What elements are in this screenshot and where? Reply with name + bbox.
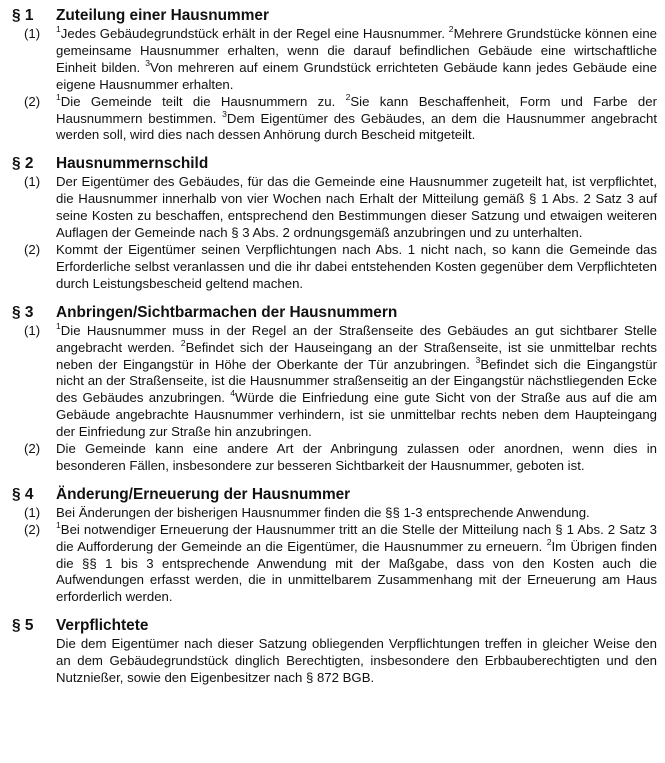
sentence: Würde die Einfriedung eine gute Sicht von der Straße aus auf die am Gebäude angebrachte Hausnummer verhindern, ist sie unmittelbar rechts neben dem Haupteingang der Einfriedung zur Straße hin anzubringen. xyxy=(56,390,657,440)
section-title: Änderung/Erneuerung der Hausnummer xyxy=(56,485,351,503)
paragraph-text xyxy=(56,26,657,94)
section-number: § 5 xyxy=(12,617,34,635)
paragraph xyxy=(12,505,657,522)
section-5 xyxy=(12,616,657,687)
paragraph-text: Bei Änderungen der bisherigen Hausnummer finden die §§ 1-3 entsprechende Anwendung. xyxy=(56,504,590,520)
paragraph-number: (1) xyxy=(24,504,41,520)
section-number: § 2 xyxy=(12,155,34,173)
sentence-number: 3 xyxy=(145,57,151,68)
paragraph-number: (1) xyxy=(24,26,41,41)
sentence: Im Übrigen finden die §§ 1 bis 3 entsprechende Anwendung mit der Maßgabe, dass von den Kosten auch die Aufwendungen erfasst werden, die in unmittelbarem Zusammenhang mit der Erneuerung am Haus erforderlich werden. xyxy=(56,538,657,605)
sentence: Die Hausnummer muss in der Regel an der Straßenseite des Gebäudes an gut sichtbarer Stelle angebracht werden. xyxy=(56,322,657,355)
sentence: Befindet sich der Hauseingang an der Straßenseite, ist sie unmittelbar rechts neben der Eingangstür in Höhe der Oberkante der Tür anzubringen. xyxy=(56,339,657,372)
section-3 xyxy=(12,303,657,475)
paragraph xyxy=(12,26,657,94)
paragraph-number: (2) xyxy=(24,521,41,537)
paragraph xyxy=(12,174,657,242)
section-heading xyxy=(12,485,657,504)
paragraph-text: Kommt der Eigentümer seinen Verpflichtungen nach Abs. 1 nicht nach, so kann die Gemeinde das Erforderliche selbst veranlassen und die ihr dabei entstehenden Kosten gegenüber dem Verpflichteten durch Leistungsbescheid geltend machen. xyxy=(56,241,657,291)
section-number: § 1 xyxy=(12,7,34,24)
paragraph-text: Die Gemeinde kann eine andere Art der Anbringung zulassen oder anordnen, wenn dies in besonderen Fällen, insbesondere zur besseren Sichtbarkeit der Hausnummer, geboten ist. xyxy=(56,441,657,473)
sentence: Bei notwendiger Erneuerung der Hausnummer tritt an die Stelle der Mitteilung nach § 1 Abs. 2 Satz 3 die Aufforderung der Gemeinde an die Eigentümer, die Hausnummer zu erneuern. xyxy=(56,521,657,554)
sentence-number: 1 xyxy=(56,24,61,35)
sentence-number: 4 xyxy=(230,388,236,399)
sentence-number: 2 xyxy=(448,24,454,35)
section-4 xyxy=(12,485,657,606)
paragraph-text: Der Eigentümer des Gebäudes, für das die Gemeinde eine Hausnummer zugeteilt hat, ist verpflichtet, die Hausnummer innerhalb von vier Wochen nach Erhalt der Mitteilung gemäß § 1 Abs. 2 Satz 3 auf seine Kosten zu beschaffen, entsprechend den Bestimmungen dieser Satzung und etwaigen weiteren Auflagen der Gemeinde nach § 3 Abs. 2 ordnungsgemäß anzubringen und zu unterhalten. xyxy=(56,174,657,241)
paragraph xyxy=(12,441,657,475)
sentence: Dem Eigentümer des Gebäudes, an dem die Hausnummer angebracht werden soll, wird dies nach dessen Anhörung durch Bescheid mitgeteilt. xyxy=(56,110,657,143)
section-number: § 3 xyxy=(12,303,34,321)
section-1 xyxy=(12,6,657,144)
sentence: Befindet sich die Eingangstür nicht an der Straßenseite, ist die Hausnummer straßenseitig an der Eingangstür nächstliegenden Ecke des Gebäudes anzubringen. xyxy=(56,356,657,406)
sentence-number: 2 xyxy=(180,337,186,348)
sentence-number: 1 xyxy=(56,320,61,331)
paragraph xyxy=(12,320,657,441)
paragraph xyxy=(12,91,657,145)
section-title: Verpflichtete xyxy=(56,617,149,635)
section-title: Anbringen/Sichtbarmachen der Hausnummern xyxy=(56,303,398,321)
paragraph-text xyxy=(56,320,657,441)
paragraph xyxy=(12,519,657,607)
section-title: Hausnummernschild xyxy=(56,155,209,173)
paragraph-text xyxy=(56,519,657,607)
paragraph-number: (1) xyxy=(24,174,41,190)
sentence: Mehrere Grundstücke können eine gemeinsame Hausnummer erhalten, wenn die darauf befindlichen Gebäude eine wirtschaftliche Einheit bilden. xyxy=(56,26,657,75)
paragraph xyxy=(12,242,657,293)
paragraph-number: (2) xyxy=(24,441,41,457)
sentence-number: 1 xyxy=(56,519,61,530)
paragraph-number: (2) xyxy=(24,93,41,109)
sentence-number: 2 xyxy=(546,536,552,547)
paragraph-number: (1) xyxy=(24,322,41,338)
section-heading xyxy=(12,303,657,322)
sentence-number: 3 xyxy=(222,108,227,119)
sentence: Sie kann Beschaffenheit, Form und Farbe der Hausnummern bestimmen. xyxy=(56,93,657,126)
section-2 xyxy=(12,154,657,292)
section-title: Zuteilung einer Hausnummer xyxy=(56,7,269,24)
sentence: Die Gemeinde teilt die Hausnummern zu. xyxy=(60,93,346,109)
sentence-number: 2 xyxy=(345,91,351,102)
paragraph-text xyxy=(56,91,657,145)
section-heading xyxy=(12,616,657,635)
section-heading xyxy=(12,154,657,173)
section-text: Die dem Eigentümer nach dieser Satzung obliegenden Verpflichtungen treffen in gleicher Weise den an dem Gebäudegrundstück dinglich Berechtigten, insbesondere den Erbbauberechtigten und den Nutznießer, sowie den Eigenbesitzer nach § 872 BGB. xyxy=(56,636,657,686)
sentence: Jedes Gebäudegrundstück erhält in der Regel eine Hausnummer. xyxy=(60,26,449,41)
paragraph-number: (2) xyxy=(24,241,41,257)
sentence: Von mehreren auf einem Grundstück errichteten Gebäude kann jedes Gebäude eine eigene Hausnummer erhalten. xyxy=(56,59,657,92)
section-number: § 4 xyxy=(12,485,34,503)
section-heading xyxy=(12,6,657,25)
sentence-number: 1 xyxy=(56,91,61,102)
sentence-number: 3 xyxy=(475,354,481,365)
